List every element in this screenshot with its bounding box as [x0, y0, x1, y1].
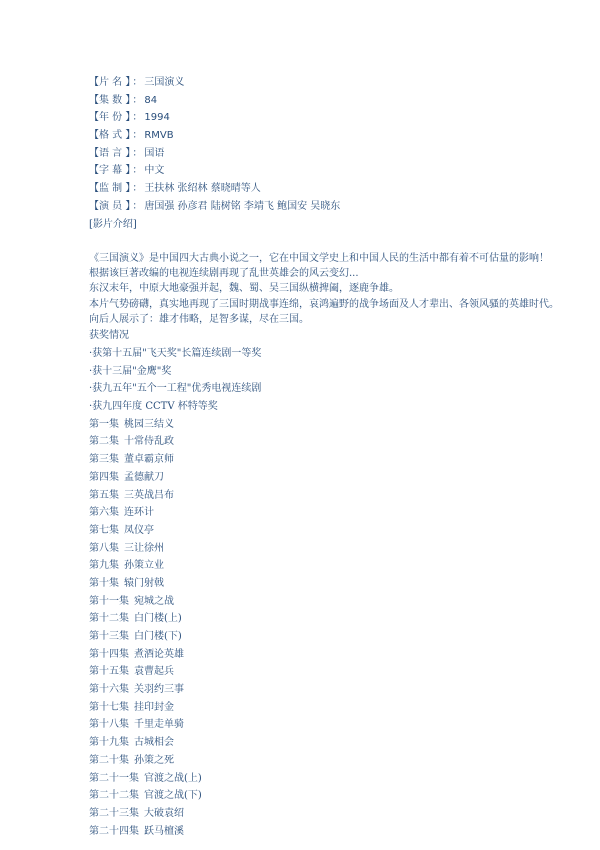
award-item: ·获九五年"五个一工程"优秀电视连续剧	[89, 383, 262, 395]
episode-item	[89, 451, 569, 469]
episode-number: 第七集	[89, 524, 119, 536]
info-row-format	[89, 127, 569, 145]
episode-number: 第三集	[89, 454, 119, 466]
episode-number: 第十八集	[89, 719, 129, 731]
episode-title: 大破袁绍	[144, 807, 184, 819]
info-label: 【语 言 】	[89, 147, 131, 159]
intro-line: 根据该巨著改编的电视连续剧再现了乱世英雄会的风云变幻...	[89, 268, 359, 280]
episode-item	[89, 805, 569, 823]
info-value: 国语	[144, 147, 165, 159]
episode-number: 第二十三集	[89, 807, 139, 819]
episode-item	[89, 557, 569, 575]
info-separator: ：	[132, 130, 143, 142]
episode-title: 官渡之战(下)	[144, 790, 202, 802]
blank-line	[89, 233, 569, 251]
episode-item	[89, 752, 569, 770]
award-item: ·获第十五届"飞天奖"长篇连续剧一等奖	[89, 348, 262, 360]
info-label: 【集 数 】	[89, 94, 131, 106]
info-value: 王扶林 张绍林 蔡晓晴等人	[144, 183, 261, 195]
episode-item	[89, 646, 569, 664]
info-value: 1994	[144, 112, 170, 124]
episode-title: 官渡之战(上)	[144, 772, 202, 784]
episode-number: 第二十四集	[89, 825, 139, 837]
info-row-title	[89, 74, 569, 92]
awards-list	[89, 345, 569, 416]
award-item: ·获十三届"金鹰"奖	[89, 365, 172, 377]
episode-item	[89, 734, 569, 752]
episode-title: 董卓霸京师	[124, 454, 174, 466]
episode-title: 凤仪亭	[124, 524, 154, 536]
episode-title: 千里走单骑	[134, 719, 184, 731]
episode-title: 宛城之战	[134, 595, 174, 607]
episode-title: 袁曹起兵	[134, 666, 174, 678]
info-value: 84	[144, 94, 158, 106]
info-row-episodes	[89, 92, 569, 110]
info-separator: ：	[132, 77, 143, 88]
episode-number: 第四集	[89, 471, 119, 483]
episode-title: 十常侍乱政	[124, 436, 174, 448]
info-label: 【格 式 】	[89, 130, 131, 142]
episode-number: 第二十二集	[89, 790, 139, 802]
episode-item	[89, 628, 569, 646]
episode-item	[89, 433, 569, 451]
info-label: 【演 员 】	[89, 200, 131, 212]
episode-item	[89, 716, 569, 734]
episode-number: 第六集	[89, 507, 119, 519]
intro-line: 本片气势磅礴，真实地再现了三国时期战事连绵，哀鸿遍野的战争场面及人才辈出、各领风骚的英雄时代。	[89, 298, 559, 310]
episode-number: 第十九集	[89, 737, 129, 749]
episode-number: 第二十一集	[89, 772, 139, 784]
episode-title: 孙策立业	[124, 560, 164, 572]
info-value: 唐国强 孙彦君 陆树铭 李靖飞 鲍国安 吴晓东	[144, 200, 341, 212]
intro-heading: [影片介绍]	[89, 218, 137, 230]
intro-line: 东汉末年，中原大地豪强并起，魏、蜀、吴三国纵横捭阖，逐鹿争雄。	[89, 283, 399, 295]
episode-number: 第十六集	[89, 684, 129, 696]
episode-title: 白门楼(上)	[134, 613, 182, 625]
info-row-cast	[89, 198, 569, 216]
episode-title: 辕门射戟	[124, 577, 164, 589]
info-row-year	[89, 109, 569, 127]
document-page	[89, 74, 569, 840]
awards-heading: 获奖情况	[89, 330, 129, 342]
info-row-language	[89, 145, 569, 163]
episode-title: 跃马檀溪	[144, 825, 184, 837]
episode-item	[89, 699, 569, 717]
info-separator: ：	[132, 147, 143, 159]
episode-title: 孟德献刀	[124, 471, 164, 483]
episode-title: 古城相会	[134, 737, 174, 749]
info-label: 【片 名 】	[89, 77, 131, 88]
episode-item	[89, 504, 569, 522]
episode-item	[89, 610, 569, 628]
episode-number: 第十二集	[89, 613, 129, 625]
episode-item	[89, 575, 569, 593]
info-separator: ：	[132, 183, 143, 195]
episode-item	[89, 663, 569, 681]
episode-number: 第九集	[89, 560, 119, 572]
episode-number: 第十七集	[89, 701, 129, 713]
episode-title: 孙策之死	[134, 754, 174, 766]
episode-number: 第二十集	[89, 754, 129, 766]
episode-number: 第十五集	[89, 666, 129, 678]
episode-item	[89, 681, 569, 699]
episode-number: 第十一集	[89, 595, 129, 607]
intro-paragraphs	[89, 251, 569, 327]
info-row-subtitles	[89, 162, 569, 180]
episode-number: 第十集	[89, 577, 119, 589]
episode-number: 第十三集	[89, 631, 129, 643]
episode-title: 连环计	[124, 507, 154, 519]
info-separator: ：	[132, 112, 143, 124]
episode-title: 桃园三结义	[124, 418, 174, 430]
episode-number: 第二集	[89, 436, 119, 448]
intro-line: 《三国演义》是中国四大古典小说之一，它在中国文学史上和中国人民的生活中都有着不可估量的影响！	[89, 252, 549, 264]
episode-number: 第一集	[89, 418, 119, 430]
episode-title: 白门楼(下)	[134, 631, 182, 643]
info-value: 三国演义	[144, 77, 185, 88]
episode-item	[89, 770, 569, 788]
episode-title: 三英战吕布	[124, 489, 174, 501]
info-separator: ：	[132, 165, 143, 177]
episode-number: 第十四集	[89, 648, 129, 660]
episode-item	[89, 823, 569, 841]
info-value: 中文	[144, 165, 165, 177]
episode-title: 挂印封金	[134, 701, 174, 713]
episode-item	[89, 522, 569, 540]
episode-title: 三让徐州	[124, 542, 164, 554]
info-separator: ：	[132, 200, 143, 212]
info-label: 【监 制 】	[89, 183, 131, 195]
episode-item	[89, 416, 569, 434]
info-block	[89, 74, 569, 216]
info-row-producer	[89, 180, 569, 198]
episode-number: 第八集	[89, 542, 119, 554]
episode-item	[89, 540, 569, 558]
info-label: 【年 份 】	[89, 112, 131, 124]
episode-list	[89, 416, 569, 841]
episode-item	[89, 487, 569, 505]
episode-item	[89, 469, 569, 487]
info-value: RMVB	[144, 130, 174, 142]
award-item: ·获九四年度 CCTV 杯特等奖	[89, 401, 218, 413]
episode-title: 关羽约三事	[134, 684, 184, 696]
episode-title: 煮酒论英雄	[134, 648, 184, 660]
info-label: 【字 幕 】	[89, 165, 131, 177]
intro-line: 向后人展示了：雄才伟略，足智多谋，尽在三国。	[89, 314, 309, 326]
episode-item	[89, 787, 569, 805]
info-separator: ：	[132, 94, 143, 106]
episode-item	[89, 593, 569, 611]
episode-number: 第五集	[89, 489, 119, 501]
